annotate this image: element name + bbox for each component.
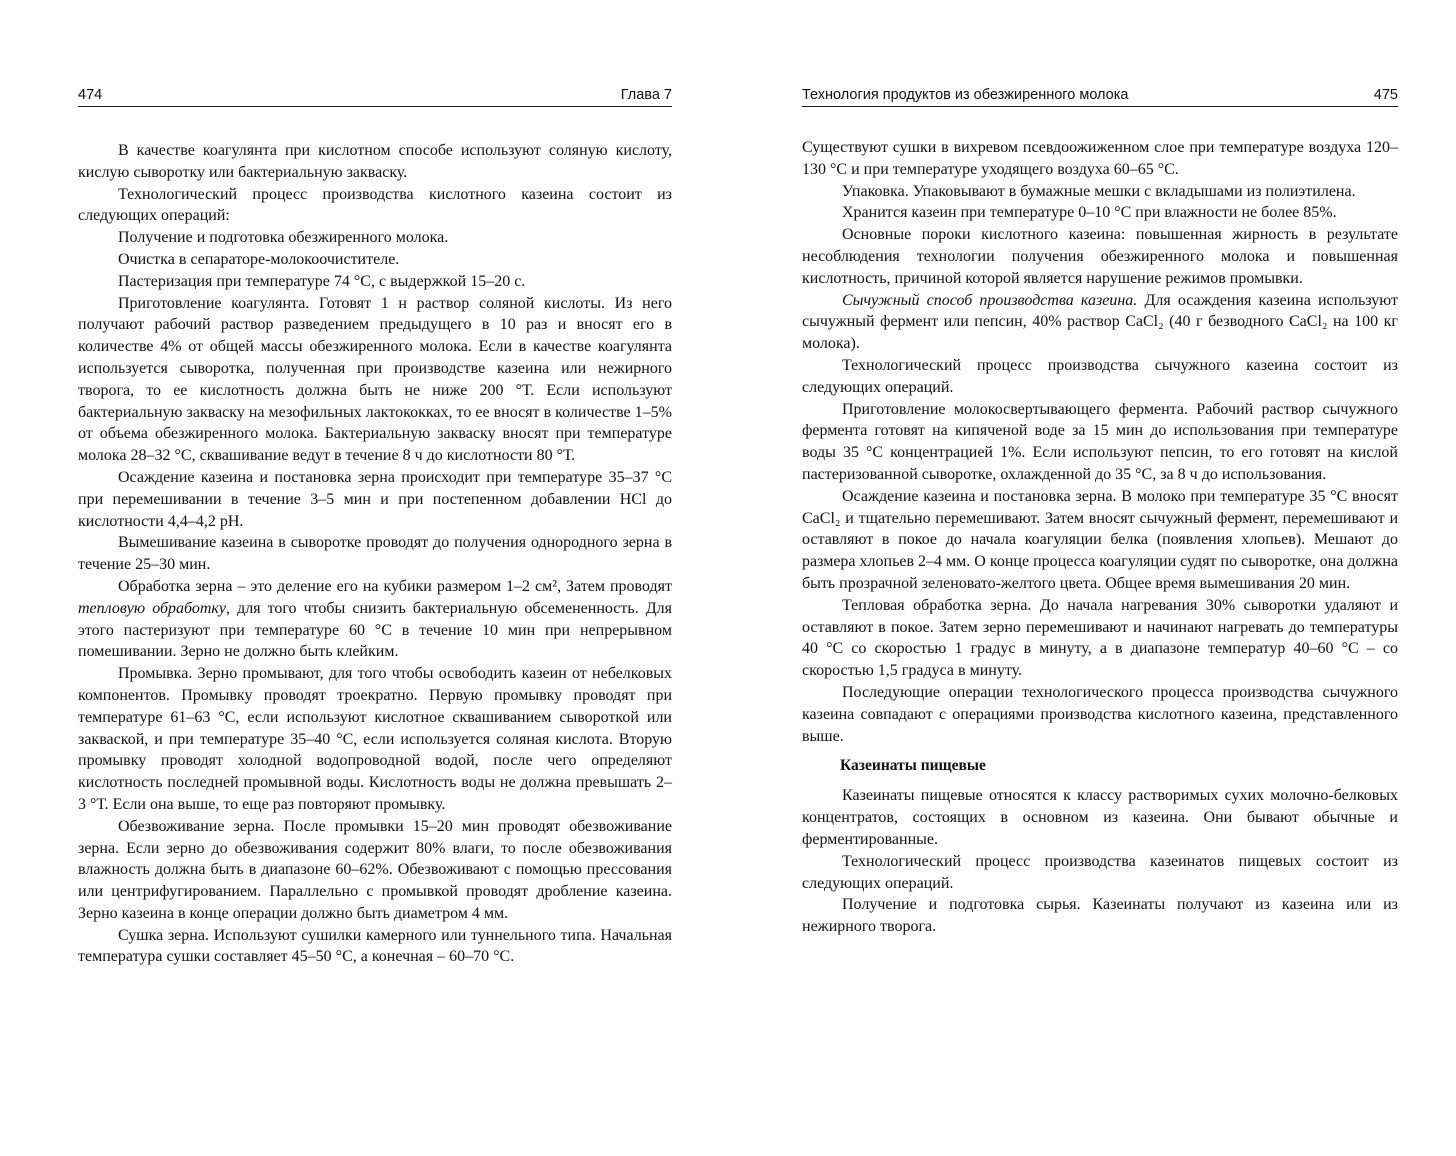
right-page [802,0,1398,1156]
left-page [78,0,672,1156]
paragraph: В качестве коагулянта при кислотном способе используют соляную кислоту, кислую сыворотку или бактериальную закваску. [78,142,672,181]
page-number: 474 [78,87,103,103]
paragraph: Очистка в сепараторе-молокоочистителе. [118,250,400,268]
section-heading: Казеинаты пищевые [840,757,986,775]
paragraph: Существуют сушки в вихревом псевдоожиженном слое при температуре воздуха 120–130 °С и при температуре уходящего воздуха 60–65 °С. [802,139,1398,178]
right-body-text [802,137,1398,938]
page-number: 475 [1373,87,1398,103]
paragraph: Приготовление молокосвертывающего фермента. Рабочий раствор сычужного фермента готовят на кипяченой воде за 15 мин до использования при температуре воды 35 °С концентрацией 1%. Если используют пепсин, то его готовят на кислой пастеризованной сыворотке, охлажденной до 35 °С, за 8 ч до использования. [802,400,1398,483]
paragraph: Осаждение казеина и постановка зерна. В молоко при температуре 35 °С вносят CaCl₂ и тщательно перемешивают. Затем вносят сычужный фермент, перемешивают и оставляют в покое до начала коагуляции белка (появления хлопьев). Мешают до размера хлопьев 2–4 мм. О конце процесса коагуляции судят по сыворотке, она должна быть прозрачной зеленовато-желтого цвета. Общее время вымешивания 20 мин. [802,487,1398,592]
paragraph: Последующие операции технологического процесса производства сычужного казеина совпадают с операциями производства кислотного казеина, представленного выше. [802,683,1398,745]
paragraph: Хранится казеин при температуре 0–10 °С при влажности не более 85%. [842,204,1337,222]
paragraph: Пастеризация при температуре 74 °С, с выдержкой 15–20 с. [118,272,526,290]
italic-term: тепловую обработку [78,599,227,617]
paragraph: Тепловая обработка зерна. До начала нагревания 30% сыворотки удаляют и оставляют в покое. Затем зерно перемешивают и начинают нагревать до температуры 40 °С со скоростью 1 градус в минуту, а в диапазоне температур 40–60 °С – со скоростью 1,5 градуса в минуту. [802,596,1398,680]
paragraph: Казеинаты пищевые относятся к классу растворимых сухих молочно-белковых концентратов, состоящих в основном из казеина. Они бывают обычные и ферментированные. [802,787,1398,848]
paragraph: Технологический процесс производства кислотного казеина состоит из следующих операций: [78,185,672,225]
paragraph: Обработка зерна – это деление его на кубики размером 1–2 см², Затем проводят тепловую обработку, для того чтобы снизить бактериальную обсемененность. Для этого пастеризуют при температуре 60 °С в течение 10 мин при непрерывном помешивании. Зерно не должно быть клейким. [78,577,672,661]
paragraph: Технологический процесс производства сычужного казеина состоит из следующих операций. [802,356,1398,396]
paragraph: Приготовление коагулянта. Готовят 1 н раствор соляной кислоты. Из него получают рабочий раствор разведением предыдущего в 10 раз и вносят его в количестве 4% от общей массы обезжиренного молока. Если в качестве коагулянта используется сыворотка, полученная при производстве казеина или нежирного творога, то ее кислотность должна быть не ниже 200 °Т. Если используют бактериальную закваску на мезофильных лактококках, то ее вносят в количестве 1–5% от объема обезжиренного молока. Бактериальную закваску вносят при температуре молока 28–32 °С, сквашивание ведут в течение 8 ч до кислотности 80 °Т. [78,294,672,465]
paragraph: Вымешивание казеина в сыворотке проводят до получения однородного зерна в течение 25–30 мин. [78,534,672,574]
paragraph: Основные пороки кислотного казеина: повышенная жирность в результате несоблюдения технологии получения обезжиренного молока и повышенная кислотность, причиной которой является нарушение режимов промывки. [802,226,1398,287]
running-head-left [78,86,672,107]
paragraph: Обезвоживание зерна. После промывки 15–20 мин проводят обезвоживание зерна. Если зерно до обезвоживания содержит 80% влаги, то после обезвоживания влажность должна быть в диапазоне 60–62%. Обезвоживают с помощью прессования или центрифугированием. Параллельно с промывкой проводят дробление казеина. Зерно казеина в конце операции должно быть диаметром 4 мм. [78,817,672,922]
paragraph: Получение и подготовка обезжиренного молока. [118,229,449,247]
paragraph: Промывка. Зерно промывают, для того чтобы освободить казеин от небелковых компонентов. Промывку проводят троекратно. Первую промывку проводят при температуре 61–63 °С, если используют кислотное сквашиванием сывороткой или закваской, и при температуре 35–40 °С, если используется соляная кислота. Вторую промывку проводят холодной водопроводной водой, после чего определяют кислотность последней промывной воды. Кислотность воды не должна превышать 2–3 °Т. Если она выше, то еще раз повторяют промывку. [78,665,672,813]
paragraph: Сычужный способ производства казеина. Для осаждения казеина используют сычужный фермент или пепсин, 40% раствор CaCl₂ (40 г безводного CaCl₂ на 100 кг молока). [802,291,1399,353]
running-head-right [802,86,1398,107]
paragraph: Технологический процесс производства казеинатов пищевых состоит из следующих операций. [802,852,1398,892]
running-title: Технология продуктов из обезжиренного молока [802,87,1129,103]
italic-term: Сычужный способ производства казеина. [842,291,1138,309]
paragraph: Получение и подготовка сырья. Казеинаты получают из казеина или из нежирного творога. [802,896,1398,936]
running-title: Глава 7 [620,87,672,103]
paragraph: Сушка зерна. Используют сушилки камерного или туннельного типа. Начальная температура сушки составляет 45–50 °С, а конечная – 60–70 °С. [78,926,672,966]
paragraph: Осаждение казеина и постановка зерна происходит при температуре 35–37 °С при перемешивании в течение 3–5 мин и при постепенном добавлении HCl до кислотности 4,4–4,2 pH. [78,468,672,530]
paragraph: Упаковка. Упаковывают в бумажные мешки с вкладышами из полиэтилена. [842,182,1356,200]
left-body-text [78,140,672,968]
